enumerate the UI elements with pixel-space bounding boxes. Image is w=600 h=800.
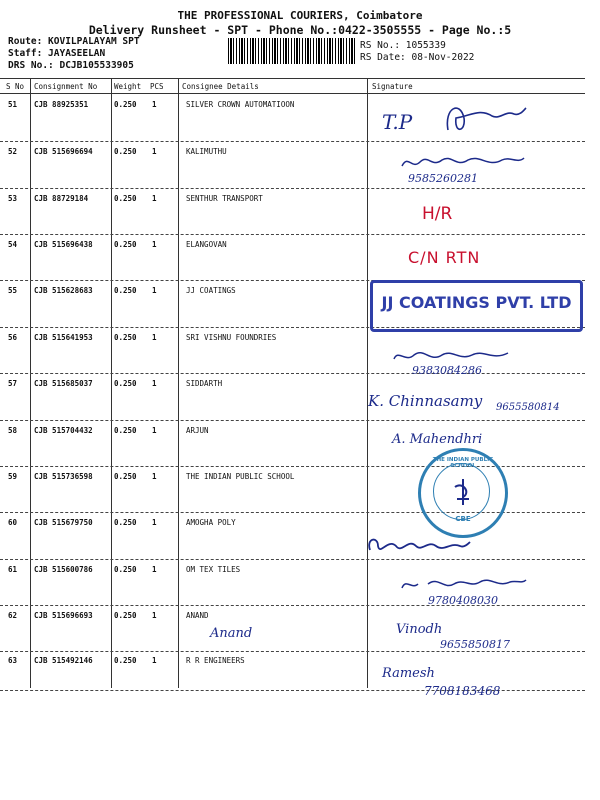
company-stamp-55: JJ COATINGS PVT. LTD (370, 280, 583, 332)
col-header-weight: Weight (114, 82, 142, 91)
row-weight: 0.250 (114, 611, 137, 620)
row-consignment: CJB 515685037 (34, 379, 93, 388)
row-consignee: ELANGOVAN (186, 240, 227, 249)
row-sno: 63 (8, 656, 18, 665)
row-consignment: CJB 515696693 (34, 611, 93, 620)
phone-61: 9780408030 (428, 594, 498, 607)
runsheet-title: Delivery Runsheet - SPT - Phone No.:0422-3505555 - Page No.:5 (88, 23, 512, 37)
col-divider (111, 78, 112, 688)
remark-53: H/R (422, 204, 453, 224)
row-pcs: 1 (152, 147, 157, 156)
row-consignment: CJB 88729184 (34, 194, 89, 203)
row-sno: 52 (8, 147, 18, 156)
row-consignee: SILVER CROWN AUTOMATIOON (186, 100, 295, 109)
phone-57: 9655580814 (496, 402, 560, 413)
row-sno: 60 (8, 518, 18, 527)
row-sno: 51 (8, 100, 18, 109)
row-consignment: CJB 515641953 (34, 333, 93, 342)
row-pcs: 1 (152, 611, 157, 620)
barcode (228, 38, 356, 64)
col-divider (367, 78, 368, 688)
row-consignee: SIDDARTH (186, 379, 223, 388)
row-weight: 0.250 (114, 286, 137, 295)
signature-51: T.P (382, 110, 413, 134)
row-consignee: JJ COATINGS (186, 286, 236, 295)
row-consignment: CJB 515696438 (34, 240, 93, 249)
school-seal-59 (418, 448, 508, 538)
signature-scribble-61 (398, 572, 528, 594)
phone-56: 9383084286 (412, 364, 482, 377)
row-weight: 0.250 (114, 194, 137, 203)
header-bottom-border (0, 93, 585, 94)
row-pcs: 1 (152, 518, 157, 527)
col-header-pcs: PCS (150, 82, 164, 91)
row-pcs: 1 (152, 472, 157, 481)
row-weight: 0.250 (114, 426, 137, 435)
row-weight: 0.250 (114, 147, 137, 156)
col-divider (178, 78, 179, 688)
drs-number: DRS No.: DCJB105533905 (8, 60, 134, 71)
row-sno: 62 (8, 611, 18, 620)
row-weight: 0.250 (114, 240, 137, 249)
col-header-signature: Signature (372, 82, 413, 91)
row-pcs: 1 (152, 240, 157, 249)
row-consignment: CJB 515679750 (34, 518, 93, 527)
row-consignee: OM TEX TILES (186, 565, 241, 574)
row-divider (0, 141, 585, 142)
row-pcs: 1 (152, 656, 157, 665)
row-divider (0, 651, 585, 652)
signature-scribble-60 (364, 532, 474, 560)
row-consignee: SRI VISHNU FOUNDRIES (186, 333, 277, 342)
row-consignment: CJB 515696694 (34, 147, 93, 156)
seal-text-top: THE INDIAN PUBLIC SCHOOL (432, 457, 494, 469)
signature-58: A. Mahendhri (392, 432, 483, 447)
row-sno: 61 (8, 565, 18, 574)
row-consignment: CJB 515704432 (34, 426, 93, 435)
row-consignment: CJB 515600786 (34, 565, 93, 574)
phone-52: 9585260281 (408, 172, 478, 185)
row-pcs: 1 (152, 333, 157, 342)
remark-54: C/N RTN (408, 248, 481, 267)
rs-date: RS Date: 08-Nov-2022 (360, 52, 475, 63)
row-sno: 54 (8, 240, 18, 249)
col-header-consignee: Consignee Details (182, 82, 259, 91)
route-text: Route: KOVILPALAYAM SPT (8, 36, 140, 47)
phone-63: 7708183468 (424, 684, 501, 698)
col-header-sno: S No (6, 82, 25, 91)
row-consignee: THE INDIAN PUBLIC SCHOOL (186, 472, 295, 481)
row-consignment: CJB 515736598 (34, 472, 93, 481)
row-weight: 0.250 (114, 565, 137, 574)
row-pcs: 1 (152, 100, 157, 109)
row-pcs: 1 (152, 286, 157, 295)
row-divider (0, 234, 585, 235)
row-consignee: ARJUN (186, 426, 209, 435)
signature-scribble-51 (440, 98, 530, 140)
col-header-consignment: Consignment No (34, 82, 98, 91)
signature-62: Vinodh (396, 622, 443, 637)
signature-63: Ramesh (382, 666, 435, 681)
row-consignment: CJB 515492146 (34, 656, 93, 665)
row-weight: 0.250 (114, 518, 137, 527)
table-top-border (0, 78, 585, 79)
company-title: THE PROFESSIONAL COURIERS, Coimbatore (177, 9, 423, 22)
row-pcs: 1 (152, 379, 157, 388)
row-divider (0, 559, 585, 560)
row-pcs: 1 (152, 426, 157, 435)
row-weight: 0.250 (114, 379, 137, 388)
row-sno: 59 (8, 472, 18, 481)
row-sno: 57 (8, 379, 18, 388)
signature-scribble-52 (398, 150, 528, 174)
row-weight: 0.250 (114, 472, 137, 481)
rs-number: RS No.: 1055339 (360, 40, 446, 51)
row-consignee: KALIMUTHU (186, 147, 227, 156)
row-consignment: CJB 515628683 (34, 286, 93, 295)
row-pcs: 1 (152, 565, 157, 574)
row-weight: 0.250 (114, 656, 137, 665)
col-divider (30, 78, 31, 688)
phone-62: 9655850817 (440, 638, 510, 651)
row-consignee: R R ENGINEERS (186, 656, 245, 665)
seal-emblem-icon (451, 477, 475, 507)
row-sno: 55 (8, 286, 18, 295)
staff-text: Staff: JAYASEELAN (8, 48, 106, 59)
row-sno: 58 (8, 426, 18, 435)
row-pcs: 1 (152, 194, 157, 203)
row-divider (0, 373, 585, 374)
row-divider (0, 420, 585, 421)
row-consignee: ANAND (186, 611, 209, 620)
row-consignee: SENTHUR TRANSPORT (186, 194, 263, 203)
row-consignee: AMOGHA POLY (186, 518, 236, 527)
seal-text-bottom: CBE (455, 515, 471, 523)
row-weight: 0.250 (114, 333, 137, 342)
signature-57: K. Chinnasamy (368, 392, 483, 410)
row-weight: 0.250 (114, 100, 137, 109)
row-consignment: CJB 88925351 (34, 100, 89, 109)
row-sno: 56 (8, 333, 18, 342)
row-divider (0, 188, 585, 189)
handwritten-name-62: Anand (210, 626, 253, 641)
row-sno: 53 (8, 194, 18, 203)
